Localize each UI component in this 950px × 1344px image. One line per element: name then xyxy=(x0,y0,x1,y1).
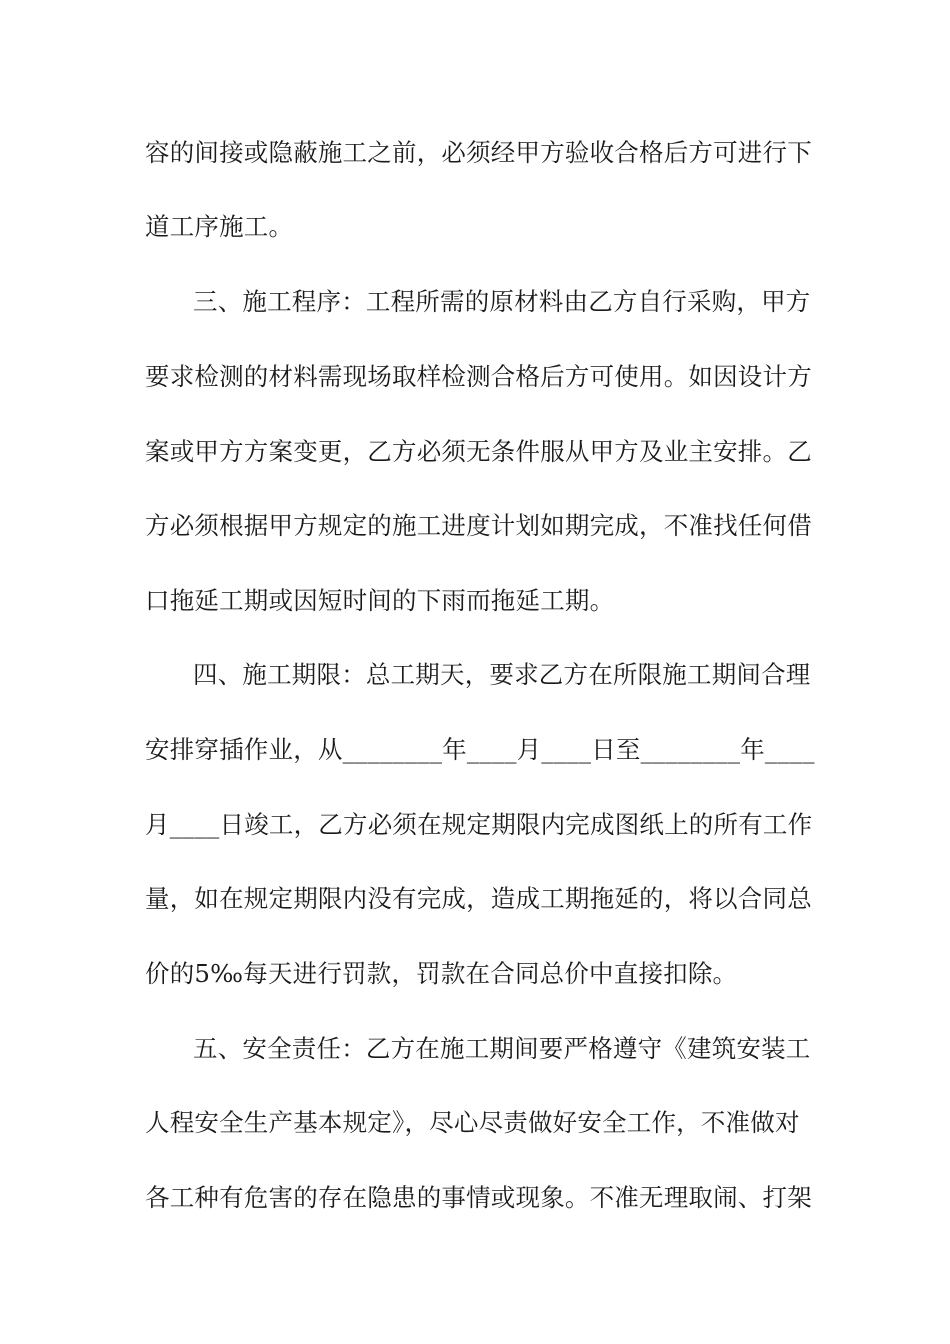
text-line: 口拖延工期或因短时间的下雨而拖延工期。 xyxy=(145,586,615,615)
text-line: 案或甲方方案变更，乙方必须无条件服从甲方及业主安排。乙 xyxy=(145,437,812,466)
paragraph-heading-line: 四、施工期限：总工期天，要求乙方在所限施工期间合理 xyxy=(193,660,811,689)
text-line: 月____日竣工，乙方必须在规定期限内完成图纸上的所有工作 xyxy=(145,810,813,839)
text-line: 容的间接或隐蔽施工之前，必须经甲方验收合格后方可进行下 xyxy=(145,138,812,167)
paragraph-heading-line: 三、施工程序：工程所需的原材料由乙方自行采购，甲方 xyxy=(193,287,811,316)
text-line: 人程安全生产基本规定》，尽心尽责做好安全工作，不准做对 xyxy=(145,1108,800,1137)
text-line: 方必须根据甲方规定的施工进度计划如期完成，不准找任何借 xyxy=(145,511,812,540)
text-line: 价的5‰每天进行罚款，罚款在合同总价中直接扣除。 xyxy=(145,959,738,988)
text-line: 要求检测的材料需现场取样检测合格后方可使用。如因设计方 xyxy=(145,362,812,391)
text-line: 各工种有危害的存在隐患的事情或现象。不准无理取闹、打架 xyxy=(145,1183,812,1212)
text-line: 量，如在规定期限内没有完成，造成工期拖延的，将以合同总 xyxy=(145,884,812,913)
paragraph-heading-line: 五、安全责任：乙方在施工期间要严格遵守《建筑安装工 xyxy=(193,1034,811,1063)
text-line: 安排穿插作业，从________年____月____日至________年____ xyxy=(145,735,815,764)
text-line: 道工序施工。 xyxy=(145,212,294,241)
